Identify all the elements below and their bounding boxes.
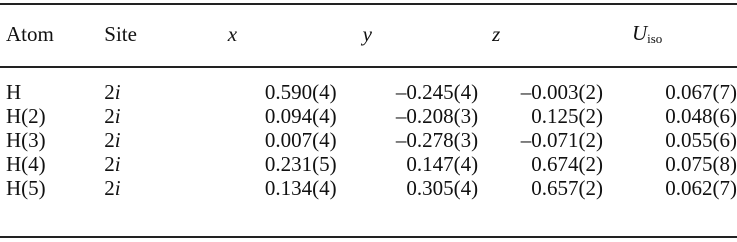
cell-uiso: 0.075(8) — [665, 151, 737, 176]
cell-site — [104, 176, 222, 200]
cell-z: 0.657(2) — [531, 175, 603, 200]
cell-atom: H(4) — [6, 151, 46, 176]
cell-y: –0.278(3) — [395, 127, 479, 152]
cell-atom: H(2) — [6, 103, 46, 128]
site-letter: i — [114, 127, 121, 152]
cell-site — [104, 80, 222, 104]
header-row — [0, 14, 737, 54]
table-row — [0, 104, 737, 128]
cell-x: 0.231(5) — [264, 151, 337, 176]
bottom-rule — [0, 236, 737, 238]
header-y-label: y — [362, 21, 372, 46]
site-number: 2 — [104, 103, 115, 128]
cell-x: 0.007(4) — [264, 127, 337, 152]
cell-y: 0.305(4) — [406, 175, 479, 200]
cell-z: 0.674(2) — [531, 151, 603, 176]
cell-site — [104, 128, 222, 152]
site-number: 2 — [104, 127, 115, 152]
cell-uiso: 0.048(6) — [665, 103, 737, 128]
cell-z: 0.125(2) — [531, 103, 603, 128]
header-x — [223, 14, 337, 54]
header-x-label: x — [227, 21, 238, 46]
cell-z: –0.003(2) — [520, 79, 603, 104]
cell-y: –0.245(4) — [395, 79, 479, 104]
cell-uiso: 0.055(6) — [665, 127, 737, 152]
cell-atom: H — [6, 79, 22, 104]
table-row — [0, 128, 737, 152]
site-number: 2 — [104, 175, 115, 200]
cell-x: 0.094(4) — [264, 103, 337, 128]
cell-atom: H(3) — [6, 127, 46, 152]
cell-uiso: 0.067(7) — [665, 79, 737, 104]
table-row — [0, 152, 737, 176]
site-letter: i — [114, 151, 121, 176]
cell-x: 0.134(4) — [264, 175, 337, 200]
header-z — [478, 14, 603, 54]
table-row — [0, 176, 737, 200]
header-z-label: z — [492, 21, 501, 46]
site-letter: i — [114, 79, 121, 104]
cell-y: –0.208(3) — [395, 103, 479, 128]
top-rule — [0, 3, 737, 5]
header-u-subscript: iso — [647, 31, 663, 46]
cell-y: 0.147(4) — [406, 151, 479, 176]
header-u-label: U — [631, 21, 648, 45]
table-row — [0, 80, 737, 104]
site-number: 2 — [104, 79, 115, 104]
cell-site — [104, 152, 222, 176]
header-y — [337, 14, 479, 54]
header-uiso — [603, 14, 737, 54]
atomic-coordinates-table — [0, 14, 737, 200]
cell-atom: H(5) — [6, 175, 46, 200]
cell-uiso: 0.062(7) — [665, 175, 737, 200]
header-site: Site — [104, 21, 137, 46]
cell-z: –0.071(2) — [520, 127, 603, 152]
header-atom: Atom — [6, 21, 54, 46]
site-letter: i — [114, 103, 121, 128]
site-number: 2 — [104, 151, 115, 176]
cell-x: 0.590(4) — [264, 79, 337, 104]
site-letter: i — [114, 175, 121, 200]
cell-site — [104, 104, 222, 128]
